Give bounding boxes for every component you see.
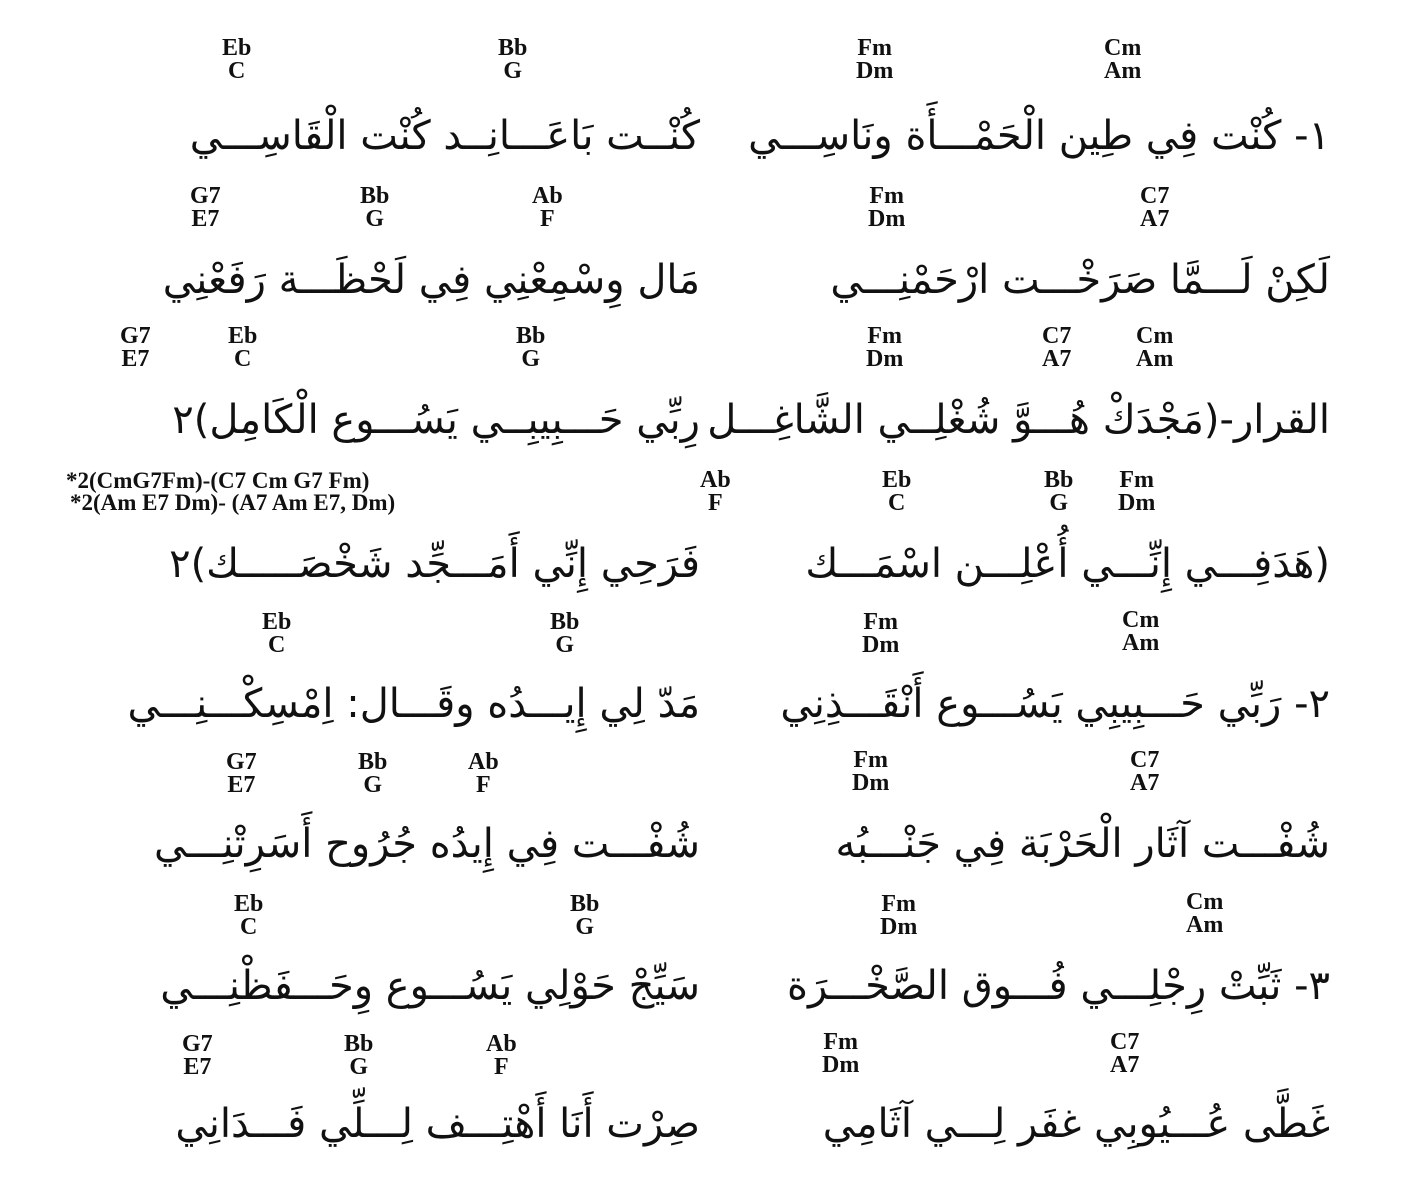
chord: Bb G [1044,467,1074,516]
chord: Fm Dm [822,1029,860,1078]
lyric-line-left: سَيِّجْ حَوْلِي يَسُـــوع وِحَـــفَظْنِـــي [160,963,700,1009]
chord: Bb G [498,35,528,84]
chord: C7 A7 [1140,183,1170,232]
chord: Bb G [358,749,388,798]
chord: G7 E7 [182,1031,213,1080]
lyric-line-right: ١- كُنْت فِي طِين الْحَمْـــأَة ونَاسِـــي [748,113,1330,159]
lyric-line-right: ٢- رَبِّي حَـــبِيبِي يَسُـــوع أَنْقَـــذِنِي [780,681,1330,727]
chord: C7 A7 [1042,323,1072,372]
chord: G7 E7 [190,183,221,232]
lyric-line-right: القرار-(مَجْدَكْ هُـــوَّ شُغْلِــي الشَّاغِـــل [707,397,1330,443]
lyric-line-right: غَطَّى عُـــيُوبِي غفَر لِـــي آثَامِي [822,1101,1330,1147]
chord: Fm Dm [880,891,918,940]
chord: Fm Dm [862,609,900,658]
chord: Fm Dm [852,747,890,796]
lyric-line-left: رِبِّي حَـــبِيبِــي يَسُـــوع الْكَامِل)٢ [172,397,700,443]
chord: Cm Am [1104,35,1142,84]
chord: Eb C [222,35,252,84]
chord: Bb G [516,323,546,372]
chord: Fm Dm [1118,467,1156,516]
lyric-line-right: ٣- ثَبِّتْ رِجْلِـــي فُـــوق الصَّخْـــرَة [786,963,1330,1009]
chord: Eb C [228,323,258,372]
chord: Fm Dm [866,323,904,372]
chord: G7 E7 [226,749,257,798]
chord: Ab F [468,749,499,798]
lyric-line-right: شُفْـــت آثَار الْحَرْبَة فِي جَنْـــبُه [835,821,1330,867]
chord: Ab F [700,467,731,516]
lyric-line-left: شُفْـــت فِي إِيدُه جُرُوح أَسَرِتْنِـــي [153,821,700,867]
chord: Cm Am [1122,607,1160,656]
lyric-line-right: (هَدَفِـــي إِنِّـــي أُعْلِـــن اسْمَـــك [805,541,1330,587]
chord: Fm Dm [868,183,906,232]
chord: Cm Am [1136,323,1174,372]
lyric-line-left: فَرَحِي إِنِّي أَمَـــجِّد شَخْصَـــــك)٢ [169,541,700,587]
chord: Eb C [882,467,912,516]
lyric-line-left: صِرْت أَنَا أَهْتِـــف لِـــلِّي فَـــدَانِي [175,1101,700,1147]
chord-progression-bottom: *2(Am E7 Dm)- (A7 Am E7, Dm) [70,490,396,515]
chord: Ab F [532,183,563,232]
chord: C7 A7 [1130,747,1160,796]
chord: Cm Am [1186,889,1224,938]
chord: Ab F [486,1031,517,1080]
lyric-line-left: مَدّ لِي إِيـــدُه وقَـــال: اِمْسِكْـــنِـــي [127,681,700,727]
chord: Bb G [344,1031,374,1080]
lyric-line-left: كُنْــت بَاعَـــانِــد كُنْت الْقَاسِـــي [189,113,700,159]
chord: Bb G [570,891,600,940]
chord: Bb G [360,183,390,232]
chord: Fm Dm [856,35,894,84]
lyric-line-right: لَكِنْ لَـــمَّا صَرَخْـــت ارْحَمْنِـــي [830,257,1330,303]
lyric-line-left: مَال وِسْمِعْنِي فِي لَحْظَـــة رَفَعْنِي [162,257,700,303]
chord-progression-top: *2(CmG7Fm)-(C7 Cm G7 Fm) [66,468,370,493]
chord: G7 E7 [120,323,151,372]
chord: Eb C [234,891,264,940]
chord: Eb C [262,609,292,658]
chord: Bb G [550,609,580,658]
chord: C7 A7 [1110,1029,1140,1078]
